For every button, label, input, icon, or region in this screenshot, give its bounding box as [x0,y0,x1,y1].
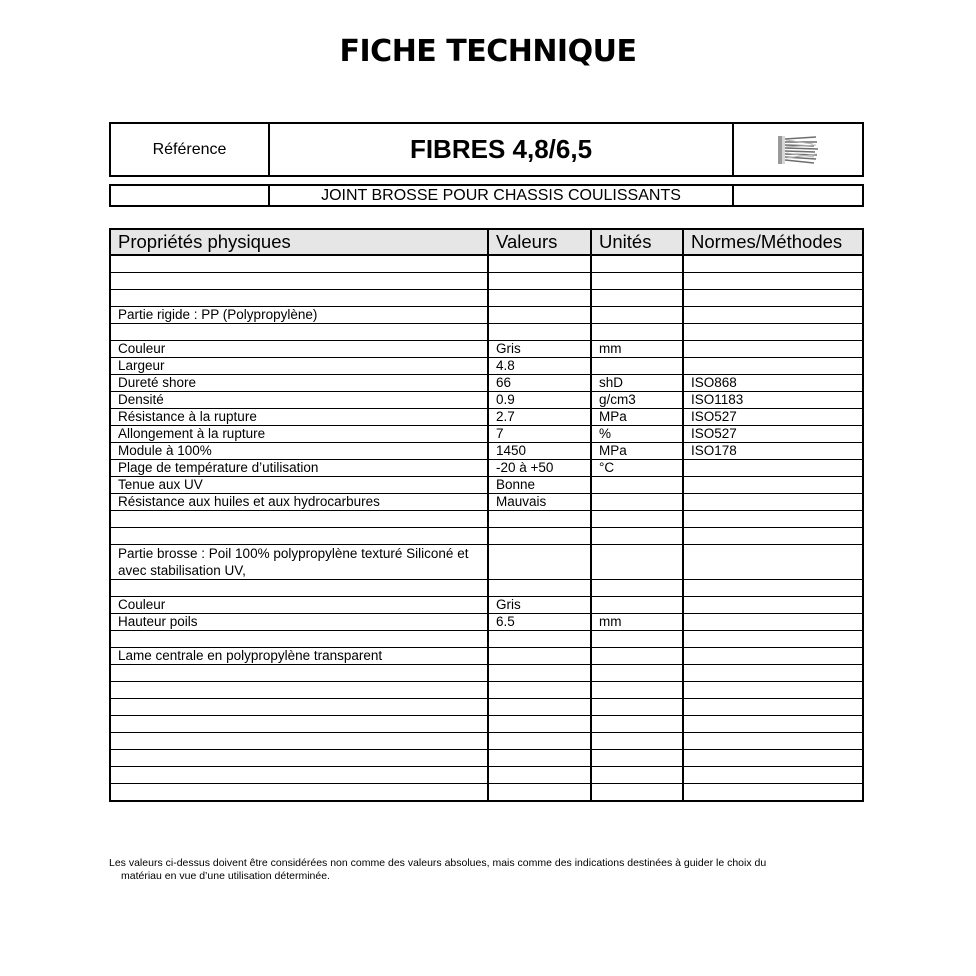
property-cell [110,699,488,716]
table-row [110,255,863,273]
standard-cell [683,750,863,767]
unit-cell [591,255,683,273]
unit-cell [591,699,683,716]
property-cell [110,767,488,784]
value-cell [488,580,591,597]
table-row [110,580,863,597]
property-cell: Module à 100% [110,443,488,460]
table-row [110,477,863,494]
standard-cell [683,358,863,375]
property-cell [110,631,488,648]
table-row [110,767,863,784]
value-cell [488,682,591,699]
unit-cell [591,648,683,665]
value-cell [488,511,591,528]
subtitle-left-cell [111,186,270,205]
property-cell [110,255,488,273]
unit-cell [591,324,683,341]
unit-cell [591,631,683,648]
unit-cell [591,597,683,614]
property-cell: Dureté shore [110,375,488,392]
disclaimer-line-2: matériau en vue d’une utilisation déterminée. [121,870,330,882]
unit-cell: mm [591,614,683,631]
table-row [110,784,863,802]
standard-cell [683,716,863,733]
table-row [110,494,863,511]
standard-cell: ISO527 [683,409,863,426]
subtitle-row [109,184,864,207]
standard-cell [683,733,863,750]
property-cell: Hauteur poils [110,614,488,631]
property-cell [110,750,488,767]
standard-cell [683,290,863,307]
unit-cell [591,733,683,750]
property-cell: Densité [110,392,488,409]
unit-cell [591,358,683,375]
unit-cell [591,682,683,699]
value-cell [488,665,591,682]
product-image-cell [734,124,862,175]
value-cell: -20 à +50 [488,460,591,477]
unit-cell: g/cm3 [591,392,683,409]
table-row [110,631,863,648]
unit-cell [591,767,683,784]
value-cell [488,273,591,290]
unit-cell: MPa [591,443,683,460]
unit-cell [591,665,683,682]
disclaimer-note [109,857,849,883]
standard-cell [683,597,863,614]
standard-cell [683,545,863,580]
standard-cell [683,477,863,494]
table-row [110,716,863,733]
table-header-row [110,229,863,255]
standard-cell [683,307,863,324]
value-cell: Gris [488,597,591,614]
table-body [110,255,863,801]
standard-cell: ISO527 [683,426,863,443]
property-cell: Lame centrale en polypropylène transparent [110,648,488,665]
table-row [110,409,863,426]
table-row [110,545,863,580]
unit-cell [591,580,683,597]
product-name: FIBRES 4,8/6,5 [270,124,734,175]
value-cell: Bonne [488,477,591,494]
table-row [110,648,863,665]
standard-cell [683,682,863,699]
property-cell [110,290,488,307]
value-cell [488,716,591,733]
property-cell: Plage de température d’utilisation [110,460,488,477]
table-row [110,290,863,307]
value-cell [488,750,591,767]
table-row [110,443,863,460]
value-cell: 1450 [488,443,591,460]
value-cell: Gris [488,341,591,358]
standard-cell [683,341,863,358]
subtitle-right-cell [734,186,862,205]
property-cell: Couleur [110,341,488,358]
unit-cell [591,784,683,802]
property-cell [110,324,488,341]
table-row [110,528,863,545]
value-cell [488,733,591,750]
unit-cell [591,273,683,290]
page-title: FICHE TECHNIQUE [339,34,637,69]
properties-table [109,228,864,802]
value-cell [488,290,591,307]
standard-cell: ISO178 [683,443,863,460]
table-row [110,273,863,290]
value-cell: 0.9 [488,392,591,409]
value-cell: 66 [488,375,591,392]
standard-cell [683,528,863,545]
property-cell: Couleur [110,597,488,614]
table-row [110,665,863,682]
value-cell: Mauvais [488,494,591,511]
table-row [110,750,863,767]
table-row [110,324,863,341]
value-cell: 6.5 [488,614,591,631]
product-subtitle: JOINT BROSSE POUR CHASSIS COULISSANTS [270,186,734,205]
property-cell: Allongement à la rupture [110,426,488,443]
column-header-properties: Propriétés physiques [110,229,488,255]
reference-label: Référence [111,124,270,175]
standard-cell [683,255,863,273]
unit-cell [591,750,683,767]
table-row [110,307,863,324]
property-cell [110,511,488,528]
value-cell: 2.7 [488,409,591,426]
value-cell: 4.8 [488,358,591,375]
value-cell [488,648,591,665]
standard-cell: ISO868 [683,375,863,392]
property-cell: Résistance à la rupture [110,409,488,426]
table-row [110,699,863,716]
standard-cell [683,784,863,802]
property-cell [110,273,488,290]
column-header-standards: Normes/Méthodes [683,229,863,255]
property-cell [110,784,488,802]
unit-cell [591,307,683,324]
standard-cell [683,460,863,477]
table-row [110,426,863,443]
value-cell [488,307,591,324]
value-cell [488,767,591,784]
unit-cell [591,528,683,545]
property-cell: Largeur [110,358,488,375]
unit-cell [591,545,683,580]
unit-cell: mm [591,341,683,358]
property-cell [110,716,488,733]
standard-cell [683,767,863,784]
standard-cell: ISO1183 [683,392,863,409]
standard-cell [683,273,863,290]
reference-header [109,122,864,177]
table-row [110,392,863,409]
standard-cell [683,580,863,597]
standard-cell [683,648,863,665]
unit-cell: °C [591,460,683,477]
property-cell [110,682,488,699]
standard-cell [683,699,863,716]
property-cell: Partie rigide : PP (Polypropylène) [110,307,488,324]
property-cell: Résistance aux huiles et aux hydrocarbures [110,494,488,511]
standard-cell [683,631,863,648]
unit-cell: shD [591,375,683,392]
standard-cell [683,324,863,341]
value-cell [488,528,591,545]
value-cell [488,255,591,273]
table-row [110,733,863,750]
unit-cell [591,477,683,494]
table-row [110,460,863,477]
unit-cell [591,494,683,511]
unit-cell: MPa [591,409,683,426]
unit-cell: % [591,426,683,443]
standard-cell [683,614,863,631]
column-header-values: Valeurs [488,229,591,255]
value-cell [488,699,591,716]
standard-cell [683,494,863,511]
property-cell [110,733,488,750]
unit-cell [591,290,683,307]
value-cell [488,545,591,580]
value-cell [488,324,591,341]
brush-seal-icon [776,133,820,167]
table-row [110,597,863,614]
value-cell [488,631,591,648]
table-row [110,682,863,699]
column-header-units: Unités [591,229,683,255]
property-cell [110,580,488,597]
standard-cell [683,511,863,528]
standard-cell [683,665,863,682]
property-cell: Partie brosse : Poil 100% polypropylène texturé Siliconé et avec stabilisation UV, [110,545,488,580]
table-row [110,375,863,392]
value-cell [488,784,591,802]
table-row [110,614,863,631]
value-cell: 7 [488,426,591,443]
disclaimer-line-1: Les valeurs ci-dessus doivent être considérées non comme des valeurs absolues, mais comme des indications destinées à guider le choix du [109,857,767,869]
table-row [110,511,863,528]
unit-cell [591,716,683,733]
property-cell [110,528,488,545]
unit-cell [591,511,683,528]
property-cell [110,665,488,682]
table-row [110,358,863,375]
property-cell: Tenue aux UV [110,477,488,494]
table-row [110,341,863,358]
